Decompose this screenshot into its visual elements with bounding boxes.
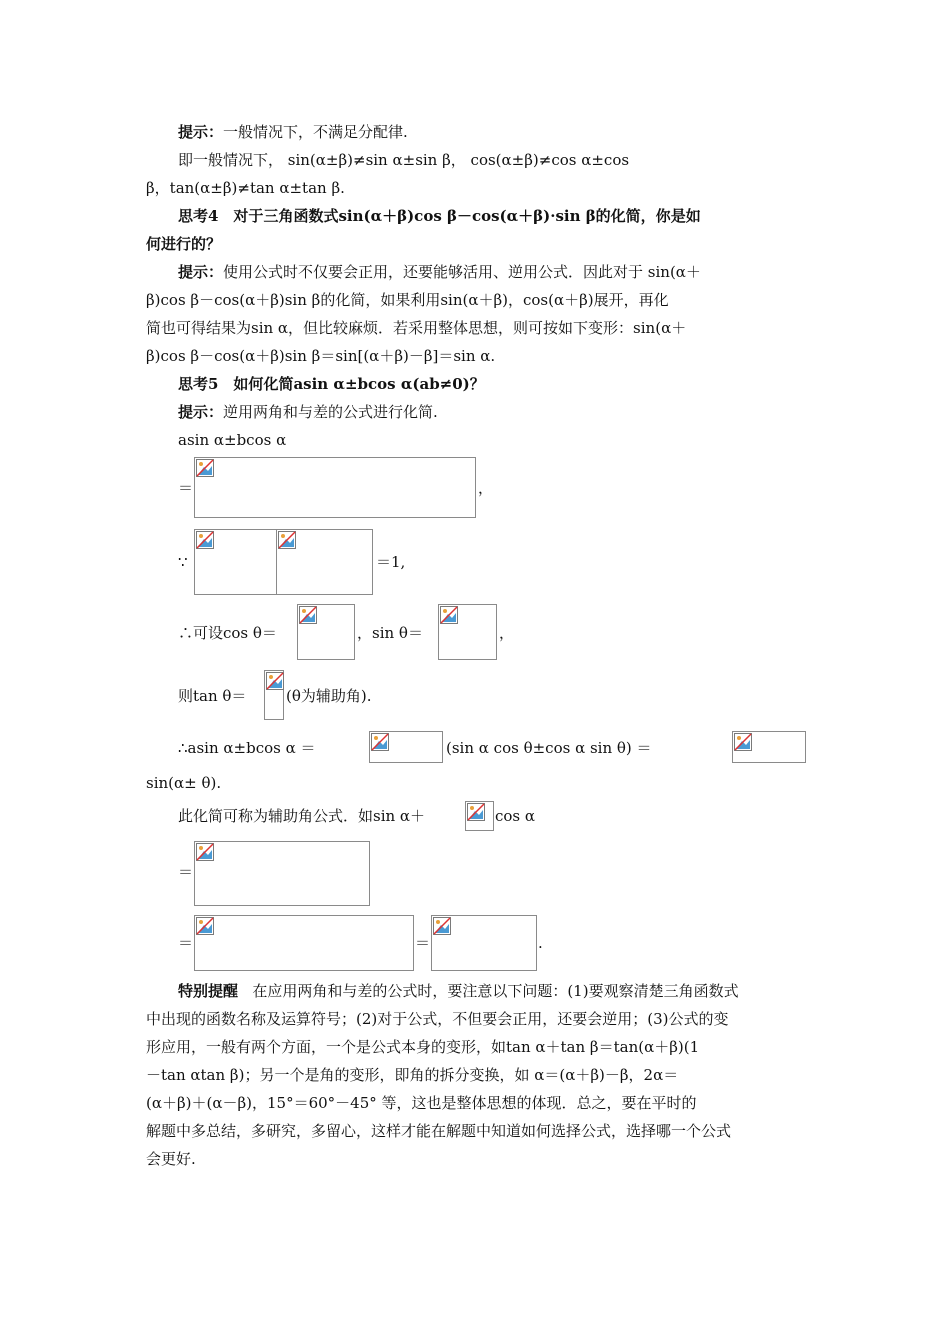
formula-image xyxy=(431,915,537,971)
hint-4 xyxy=(178,398,438,426)
broken-image-icon xyxy=(196,459,214,477)
broken-image-icon xyxy=(266,672,284,690)
hint-label: 提示： xyxy=(178,123,224,141)
hint-1 xyxy=(178,118,408,146)
formula-image xyxy=(194,457,476,518)
equals-sign: ＝ xyxy=(415,934,431,952)
question-4-line1: 思考4 对于三角函数式sin(α＋β)cos β－cos(α＋β)·sin β的化简，你是如 xyxy=(178,207,701,225)
formula-image xyxy=(264,670,284,720)
hint-3-line4: β)cos β－cos(α＋β)sin β＝sin[(α＋β)－β]＝sin α. xyxy=(146,347,496,365)
formula-image xyxy=(369,731,443,763)
hint-3-line1 xyxy=(178,258,701,286)
p2-line1: 即一般情况下， sin(α±β)≠sin α±sin β， cos(α±β)≠cos α±cos xyxy=(178,151,630,169)
hint-text: 使用公式时不仅要会正用，还要能够活用、逆用公式．因此对于 sin(α＋ xyxy=(223,263,701,281)
broken-image-icon xyxy=(196,917,214,935)
formula-image xyxy=(465,801,494,831)
broken-image-icon xyxy=(299,606,317,624)
broken-image-icon xyxy=(433,917,451,935)
hint-text: 一般情况下，不满足分配律. xyxy=(223,123,408,141)
formula-image xyxy=(732,731,806,763)
remark-line-5: (α＋β)＋(α－β)，15°＝60°－45° 等，这也是整体思想的体现．总之，要在平时的 xyxy=(146,1094,697,1112)
equals-sign: ＝ xyxy=(178,479,194,497)
because-symbol: ∵ xyxy=(178,553,188,571)
cos-alpha: cos α xyxy=(495,807,536,825)
comma: ， xyxy=(478,479,494,497)
broken-image-icon xyxy=(196,531,214,549)
remark-line-6: 解题中多总结，多研究，多留心，这样才能在解题中知道如何选择公式，选择哪一个公式 xyxy=(146,1122,732,1140)
formula-image xyxy=(276,529,373,595)
remark-text: 在应用两角和与差的公式时，要注意以下问题：(1)要观察清楚三角函数式 xyxy=(252,982,739,1000)
derivation-line-1: asin α±bcos α xyxy=(178,431,287,449)
remark-label: 特别提醒 xyxy=(178,982,239,1000)
hint-label: 提示： xyxy=(178,263,224,281)
broken-image-icon xyxy=(467,803,485,821)
remark-line-1 xyxy=(178,977,739,1005)
remark-line-2: 中出现的函数名称及运算符号；(2)对于公式，不但要会正用，还要会逆用；(3)公式的变 xyxy=(146,1010,729,1028)
hint-label: 提示： xyxy=(178,403,224,421)
equals-one: ＝1, xyxy=(376,553,406,571)
p2-line2: β，tan(α±β)≠tan α±tan β. xyxy=(146,179,345,197)
broken-image-icon xyxy=(278,531,296,549)
question-5: 思考5 如何化简asin α±bcos α(ab≠0)？ xyxy=(178,375,485,393)
equals-sign: ＝ xyxy=(178,863,194,881)
therefore-expression: ∴asin α±bcos α ＝ xyxy=(178,739,316,757)
remark-line-3: 形应用，一般有两个方面，一个是公式本身的变形，如tan α＋tan β＝tan(α＋β)(1 xyxy=(146,1038,700,1056)
equals-sign: ＝ xyxy=(178,934,194,952)
result-sin: sin(α± θ). xyxy=(146,774,222,792)
formula-image xyxy=(194,529,278,595)
sin-theta: ，sin θ＝ xyxy=(357,624,423,642)
formula-image xyxy=(194,841,370,906)
formula-image xyxy=(438,604,497,660)
remark-line-4: －tan αtan β)；另一个是角的变形，即角的拆分变换，如 α＝(α＋β)－β，2α＝ xyxy=(146,1066,679,1084)
broken-image-icon xyxy=(734,733,752,751)
expanded-expression: (sin α cos θ±cos α sin θ) ＝ xyxy=(446,739,652,757)
hint-3-line3: 简也可得结果为sin α，但比较麻烦．若采用整体思想，则可按如下变形：sin(α＋ xyxy=(146,319,687,337)
auxiliary-angle-note: (θ为辅助角). xyxy=(286,687,372,705)
remark-line-7: 会更好. xyxy=(146,1150,196,1168)
broken-image-icon xyxy=(440,606,458,624)
hint-text: 逆用两角和与差的公式进行化简. xyxy=(223,403,438,421)
let-cos-theta: ∴可设cos θ＝ xyxy=(178,624,277,642)
then-tan-theta: 则tan θ＝ xyxy=(178,687,247,705)
broken-image-icon xyxy=(371,733,389,751)
comma: ， xyxy=(499,624,515,642)
formula-image xyxy=(194,915,414,971)
question-4-line2: 何进行的？ xyxy=(146,235,222,253)
period: . xyxy=(538,934,543,952)
formula-image xyxy=(297,604,355,660)
aux-formula-intro: 此化简可称为辅助角公式．如sin α＋ xyxy=(178,807,426,825)
broken-image-icon xyxy=(196,843,214,861)
hint-3-line2: β)cos β－cos(α＋β)sin β的化简，如果利用sin(α＋β)，cos(α＋β)展开，再化 xyxy=(146,291,669,309)
